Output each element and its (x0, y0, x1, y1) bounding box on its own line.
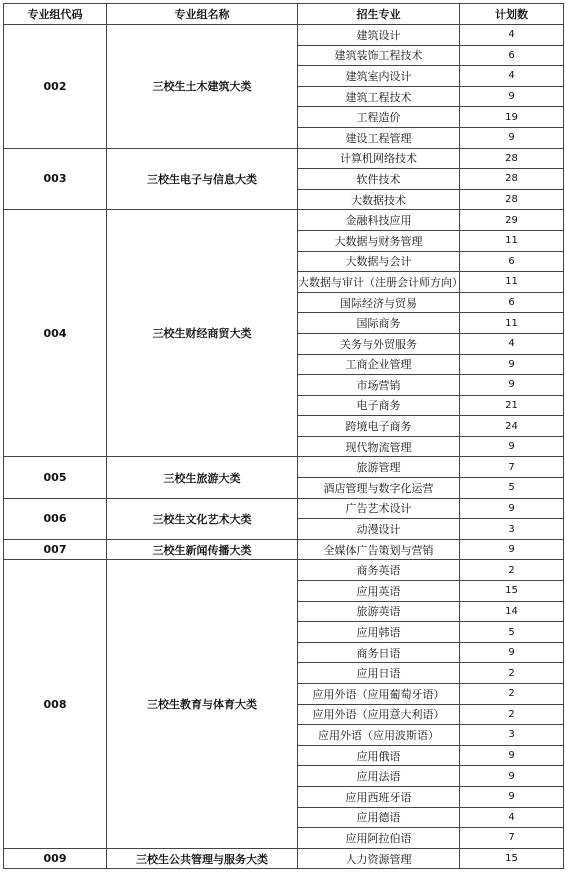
plan-count-cell: 6 (460, 45, 564, 66)
plan-count-cell: 4 (460, 25, 564, 46)
group-name-cell: 三校生公共管理与服务大类 (107, 848, 298, 869)
group-name-cell: 三校生旅游大类 (107, 457, 298, 498)
major-cell: 市场营销 (298, 375, 460, 396)
group-code-cell: 008 (4, 560, 107, 848)
plan-count-cell: 9 (460, 375, 564, 396)
major-cell: 大数据与会计 (298, 251, 460, 272)
major-cell: 建筑室内设计 (298, 66, 460, 87)
plan-count-cell: 9 (460, 642, 564, 663)
plan-count-cell: 9 (460, 354, 564, 375)
major-cell: 大数据与财务管理 (298, 230, 460, 251)
plan-count-cell: 2 (460, 560, 564, 581)
plan-count-cell: 4 (460, 333, 564, 354)
header-group-name: 专业组名称 (107, 4, 298, 25)
major-cell: 国际商务 (298, 313, 460, 334)
plan-count-cell: 6 (460, 292, 564, 313)
plan-count-cell: 2 (460, 663, 564, 684)
table-row (4, 498, 564, 519)
major-cell: 应用外语（应用波斯语） (298, 725, 460, 746)
major-cell: 人力资源管理 (298, 848, 460, 869)
major-cell: 建筑设计 (298, 25, 460, 46)
group-name-cell: 三校生财经商贸大类 (107, 210, 298, 457)
plan-count-cell: 7 (460, 457, 564, 478)
enrollment-plan-table (3, 3, 564, 869)
plan-count-cell: 2 (460, 704, 564, 725)
major-cell: 全媒体广告策划与营销 (298, 539, 460, 560)
table-row (4, 457, 564, 478)
plan-count-cell: 9 (460, 498, 564, 519)
major-cell: 应用法语 (298, 766, 460, 787)
major-cell: 旅游英语 (298, 601, 460, 622)
plan-count-cell: 14 (460, 601, 564, 622)
table-row (4, 210, 564, 231)
plan-count-cell: 11 (460, 230, 564, 251)
major-cell: 工商企业管理 (298, 354, 460, 375)
plan-count-cell: 28 (460, 148, 564, 169)
plan-count-cell: 24 (460, 416, 564, 437)
major-cell: 大数据与审计（注册会计师方向） (298, 272, 460, 293)
group-name-cell: 三校生土木建筑大类 (107, 25, 298, 149)
plan-count-cell: 3 (460, 725, 564, 746)
plan-count-cell: 4 (460, 807, 564, 828)
major-cell: 动漫设计 (298, 519, 460, 540)
group-code-cell: 007 (4, 539, 107, 560)
table-row (4, 25, 564, 46)
major-cell: 建筑装饰工程技术 (298, 45, 460, 66)
plan-count-cell: 9 (460, 745, 564, 766)
table-body (4, 25, 564, 869)
major-cell: 应用俄语 (298, 745, 460, 766)
group-name-cell: 三校生教育与体育大类 (107, 560, 298, 848)
plan-count-cell: 9 (460, 86, 564, 107)
plan-count-cell: 9 (460, 766, 564, 787)
major-cell: 电子商务 (298, 395, 460, 416)
major-cell: 旅游管理 (298, 457, 460, 478)
plan-count-cell: 6 (460, 251, 564, 272)
major-cell: 关务与外贸服务 (298, 333, 460, 354)
group-name-cell: 三校生文化艺术大类 (107, 498, 298, 539)
plan-count-cell: 29 (460, 210, 564, 231)
major-cell: 大数据技术 (298, 189, 460, 210)
table-row (4, 848, 564, 869)
plan-count-cell: 9 (460, 539, 564, 560)
group-name-cell: 三校生新闻传播大类 (107, 539, 298, 560)
group-code-cell: 009 (4, 848, 107, 869)
plan-count-cell: 15 (460, 581, 564, 602)
major-cell: 应用日语 (298, 663, 460, 684)
plan-count-cell: 28 (460, 189, 564, 210)
plan-count-cell: 19 (460, 107, 564, 128)
plan-count-cell: 2 (460, 684, 564, 705)
header-group-code: 专业组代码 (4, 4, 107, 25)
major-cell: 商务英语 (298, 560, 460, 581)
major-cell: 应用西班牙语 (298, 786, 460, 807)
plan-count-cell: 9 (460, 127, 564, 148)
major-cell: 应用英语 (298, 581, 460, 602)
major-cell: 应用韩语 (298, 622, 460, 643)
major-cell: 跨境电子商务 (298, 416, 460, 437)
plan-count-cell: 9 (460, 786, 564, 807)
major-cell: 建筑工程技术 (298, 86, 460, 107)
plan-count-cell: 28 (460, 169, 564, 190)
plan-count-cell: 21 (460, 395, 564, 416)
table-row (4, 539, 564, 560)
group-code-cell: 006 (4, 498, 107, 539)
plan-count-cell: 3 (460, 519, 564, 540)
major-cell: 应用外语（应用葡萄牙语） (298, 684, 460, 705)
plan-count-cell: 9 (460, 436, 564, 457)
major-cell: 工程造价 (298, 107, 460, 128)
major-cell: 应用阿拉伯语 (298, 828, 460, 849)
header-row (4, 4, 564, 25)
header-plan-count: 计划数 (460, 4, 564, 25)
group-code-cell: 005 (4, 457, 107, 498)
major-cell: 广告艺术设计 (298, 498, 460, 519)
major-cell: 计算机网络技术 (298, 148, 460, 169)
group-code-cell: 004 (4, 210, 107, 457)
major-cell: 酒店管理与数字化运营 (298, 478, 460, 499)
group-code-cell: 002 (4, 25, 107, 149)
table-row (4, 560, 564, 581)
group-code-cell: 003 (4, 148, 107, 210)
group-name-cell: 三校生电子与信息大类 (107, 148, 298, 210)
plan-count-cell: 15 (460, 848, 564, 869)
major-cell: 应用德语 (298, 807, 460, 828)
major-cell: 软件技术 (298, 169, 460, 190)
plan-count-cell: 5 (460, 622, 564, 643)
plan-count-cell: 11 (460, 272, 564, 293)
plan-count-cell: 7 (460, 828, 564, 849)
major-cell: 应用外语（应用意大利语） (298, 704, 460, 725)
table-row (4, 148, 564, 169)
major-cell: 商务日语 (298, 642, 460, 663)
major-cell: 现代物流管理 (298, 436, 460, 457)
plan-count-cell: 5 (460, 478, 564, 499)
header-major: 招生专业 (298, 4, 460, 25)
plan-count-cell: 4 (460, 66, 564, 87)
table-header (4, 4, 564, 25)
major-cell: 金融科技应用 (298, 210, 460, 231)
major-cell: 建设工程管理 (298, 127, 460, 148)
plan-count-cell: 11 (460, 313, 564, 334)
major-cell: 国际经济与贸易 (298, 292, 460, 313)
